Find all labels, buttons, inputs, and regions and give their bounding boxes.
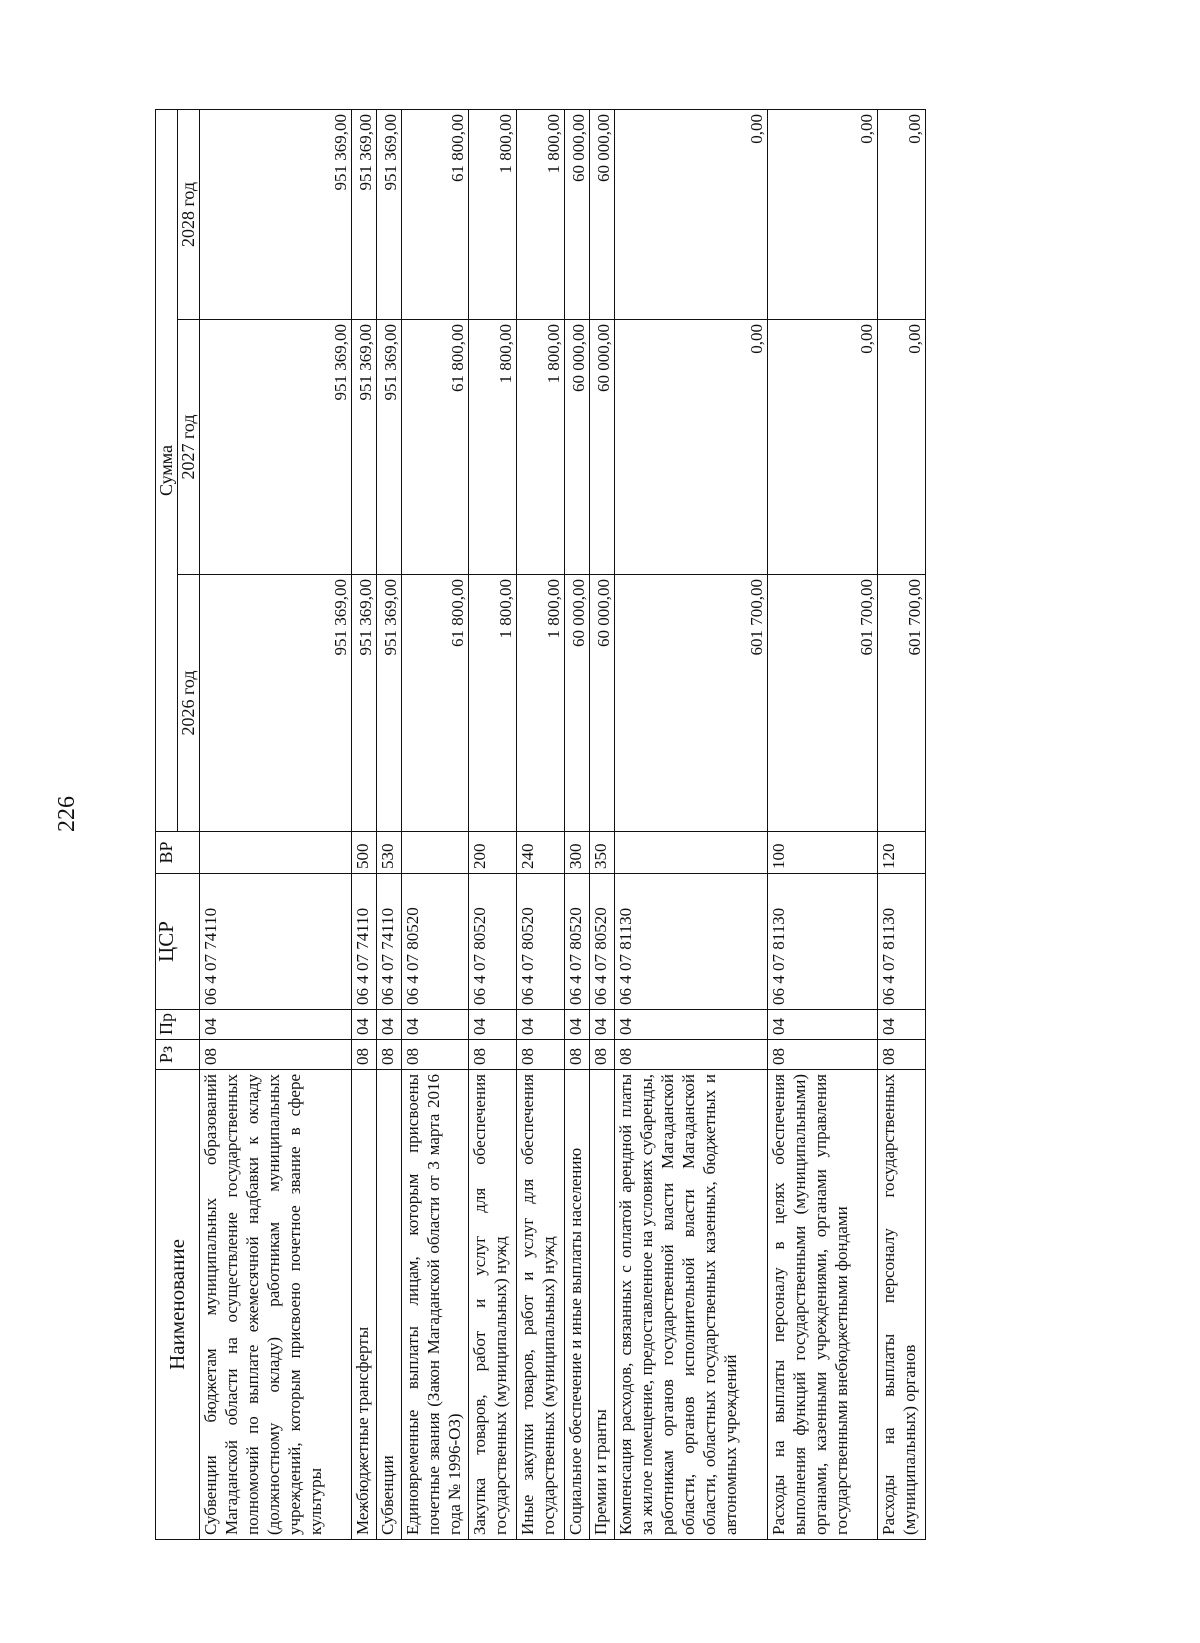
table-row — [768, 109, 878, 1539]
row-amount-2026: 951 369,00 — [200, 575, 352, 832]
row-vr: 500 — [352, 832, 377, 874]
row-amount-2028: 61 800,00 — [402, 109, 469, 319]
row-pr: 04 — [200, 1010, 352, 1040]
table-row — [469, 109, 517, 1539]
row-vr — [402, 832, 469, 874]
row-csr: 06 4 07 81130 — [768, 874, 878, 1010]
row-amount-2028: 0,00 — [615, 109, 768, 319]
row-rz: 08 — [768, 1040, 878, 1070]
row-amount-2027: 60 000,00 — [590, 320, 615, 575]
row-amount-2028: 0,00 — [768, 109, 878, 319]
row-amount-2026: 1 800,00 — [517, 575, 565, 832]
row-pr: 04 — [878, 1010, 926, 1040]
row-rz: 08 — [200, 1040, 352, 1070]
row-csr: 06 4 07 81130 — [878, 874, 926, 1010]
row-vr: 530 — [377, 832, 402, 874]
row-name: Расходы на выплаты персоналу государственных (муниципальных) органов — [878, 1070, 926, 1540]
row-pr: 04 — [517, 1010, 565, 1040]
header-csr: ЦСР — [156, 874, 200, 1010]
row-amount-2027: 0,00 — [878, 320, 926, 575]
table-row — [590, 109, 615, 1539]
table-row — [517, 109, 565, 1539]
table-row — [565, 109, 590, 1539]
header-name: Наименование — [156, 1070, 200, 1540]
row-amount-2027: 0,00 — [768, 320, 878, 575]
row-amount-2026: 60 000,00 — [590, 575, 615, 832]
header-2027: 2027 год — [178, 320, 200, 575]
row-rz: 08 — [469, 1040, 517, 1070]
page-number: 226 — [54, 796, 80, 832]
row-rz: 08 — [590, 1040, 615, 1070]
header-2026: 2026 год — [178, 575, 200, 832]
row-amount-2027: 60 000,00 — [565, 320, 590, 575]
row-csr: 06 4 07 80520 — [517, 874, 565, 1010]
row-pr: 04 — [615, 1010, 768, 1040]
row-rz: 08 — [565, 1040, 590, 1070]
row-vr: 300 — [565, 832, 590, 874]
row-amount-2026: 60 000,00 — [565, 575, 590, 832]
row-amount-2026: 601 700,00 — [768, 575, 878, 832]
row-name: Субвенции бюджетам муниципальных образований Магаданской области на осуществление государственных полномочий по выплате ежемесячной надбавки к окладу (должностному окладу) работникам муниципальных учреждений, которым присвоено почетное звание в сфере культуры — [200, 1070, 352, 1540]
row-amount-2027: 1 800,00 — [469, 320, 517, 575]
row-name: Субвенции — [377, 1070, 402, 1540]
row-amount-2026: 951 369,00 — [352, 575, 377, 832]
row-rz: 08 — [402, 1040, 469, 1070]
row-csr: 06 4 07 74110 — [377, 874, 402, 1010]
row-csr: 06 4 07 80520 — [469, 874, 517, 1010]
row-amount-2028: 1 800,00 — [469, 109, 517, 319]
table-row — [377, 109, 402, 1539]
row-amount-2026: 951 369,00 — [377, 575, 402, 832]
budget-table — [155, 109, 926, 1540]
row-name: Социальное обеспечение и иные выплаты населению — [565, 1070, 590, 1540]
table-row — [878, 109, 926, 1539]
row-pr: 04 — [590, 1010, 615, 1040]
table-row — [615, 109, 768, 1539]
row-amount-2028: 60 000,00 — [565, 109, 590, 319]
header-2028: 2028 год — [178, 109, 200, 319]
row-amount-2027: 1 800,00 — [517, 320, 565, 575]
table-row — [402, 109, 469, 1539]
row-amount-2027: 951 369,00 — [200, 320, 352, 575]
row-rz: 08 — [352, 1040, 377, 1070]
row-vr — [615, 832, 768, 874]
table-row — [200, 109, 352, 1539]
row-csr: 06 4 07 81130 — [615, 874, 768, 1010]
row-vr: 100 — [768, 832, 878, 874]
header-rz: Рз — [156, 1040, 200, 1070]
row-amount-2026: 61 800,00 — [402, 575, 469, 832]
row-pr: 04 — [377, 1010, 402, 1040]
row-amount-2026: 1 800,00 — [469, 575, 517, 832]
row-amount-2028: 951 369,00 — [352, 109, 377, 319]
header-pr: Пр — [156, 1010, 200, 1040]
table-body — [200, 109, 926, 1539]
row-vr: 240 — [517, 832, 565, 874]
row-rz: 08 — [377, 1040, 402, 1070]
row-rz: 08 — [517, 1040, 565, 1070]
row-pr: 04 — [565, 1010, 590, 1040]
row-amount-2027: 951 369,00 — [352, 320, 377, 575]
row-name: Иные закупки товаров, работ и услуг для обеспечения государственных (муниципальных) нужд — [517, 1070, 565, 1540]
row-pr: 04 — [352, 1010, 377, 1040]
row-name: Единовременные выплаты лицам, которым присвоены почетные звания (Закон Магаданской области от 3 марта 2016 года № 1996-ОЗ) — [402, 1070, 469, 1540]
row-csr: 06 4 07 80520 — [565, 874, 590, 1010]
row-name: Закупка товаров, работ и услуг для обеспечения государственных (муниципальных) нужд — [469, 1070, 517, 1540]
row-csr: 06 4 07 80520 — [590, 874, 615, 1010]
row-amount-2028: 951 369,00 — [377, 109, 402, 319]
table-header — [156, 109, 200, 1539]
row-csr: 06 4 07 80520 — [402, 874, 469, 1010]
table-row — [352, 109, 377, 1539]
header-sum: Сумма — [156, 109, 178, 831]
row-rz: 08 — [615, 1040, 768, 1070]
row-amount-2028: 951 369,00 — [200, 109, 352, 319]
row-name: Компенсация расходов, связанных с оплатой арендной платы за жилое помещение, предоставленное на условиях субаренды, работникам органов государственной власти Магаданской области, органов исполнительной власти Магаданской области, областных государственных казенных, бюджетных и автономных учреждений — [615, 1070, 768, 1540]
row-vr: 350 — [590, 832, 615, 874]
row-amount-2026: 601 700,00 — [615, 575, 768, 832]
row-amount-2027: 951 369,00 — [377, 320, 402, 575]
header-vr: ВР — [156, 832, 200, 874]
row-name: Расходы на выплаты персоналу в целях обеспечения выполнения функций государственными (муниципальными) органами, казенными учреждениями, органами управления государственными внебюджетными фондами — [768, 1070, 878, 1540]
row-pr: 04 — [402, 1010, 469, 1040]
row-csr: 06 4 07 74110 — [200, 874, 352, 1010]
row-amount-2028: 60 000,00 — [590, 109, 615, 319]
row-amount-2027: 61 800,00 — [402, 320, 469, 575]
rotated-page — [155, 110, 1015, 1540]
row-pr: 04 — [469, 1010, 517, 1040]
row-vr: 200 — [469, 832, 517, 874]
row-rz: 08 — [878, 1040, 926, 1070]
row-vr: 120 — [878, 832, 926, 874]
row-vr — [200, 832, 352, 874]
row-amount-2028: 0,00 — [878, 109, 926, 319]
row-name: Премии и гранты — [590, 1070, 615, 1540]
row-pr: 04 — [768, 1010, 878, 1040]
row-amount-2026: 601 700,00 — [878, 575, 926, 832]
row-csr: 06 4 07 74110 — [352, 874, 377, 1010]
row-amount-2027: 0,00 — [615, 320, 768, 575]
row-name: Межбюджетные трансферты — [352, 1070, 377, 1540]
row-amount-2028: 1 800,00 — [517, 109, 565, 319]
